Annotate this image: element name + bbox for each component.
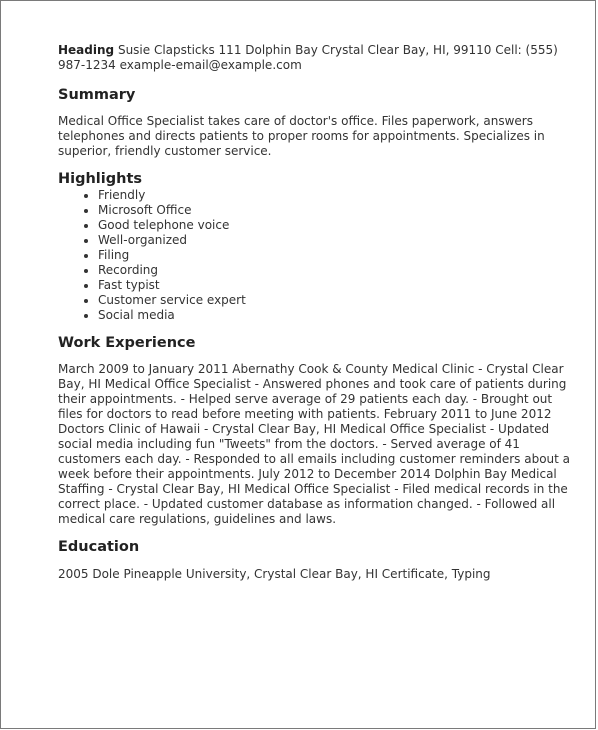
highlight-item: • Well-organized [98,233,573,248]
highlights-list [58,188,573,323]
highlight-item: • Recording [98,263,573,278]
work-experience-text: March 2009 to January 2011 Abernathy Cook & County Medical Clinic - Crystal Clear Bay, HI Medical Office Specialist - Answered phones and took care of patients during their appointments. - Helped serve average of 29 patients each day. - Brought out files for doctors to read before meeting with patients. February 2011 to June 2012 Doctors Clinic of Hawaii - Crystal Clear Bay, HI Medical Office Specialist - Updated social media including fun "Tweets" from the doctors. - Served average of 41 customers each day. - Responded to all emails including customer reminders about a week before their appointments. July 2012 to December 2014 Dolphin Bay Medical Staffing - Crystal Clear Bay, HI Medical Office Specialist - Filed medical records in the correct place. - Updated customer database as information changed. - Followed all medical care regulations, guidelines and laws. [58,362,571,526]
summary-title: Summary [58,87,136,103]
heading-section [58,43,573,73]
highlights-title: Highlights [58,171,143,187]
highlight-item: • Friendly [98,188,573,203]
highlight-item: • Social media [98,308,573,323]
education-title: Education [58,539,140,555]
work-experience-title: Work Experience [58,335,196,351]
education-text: 2005 Dole Pineapple University, Crystal Clear Bay, HI Certificate, Typing [58,567,491,581]
highlight-item: • Customer service expert [98,293,573,308]
summary-text: Medical Office Specialist takes care of doctor's office. Files paperwork, answers telephones and directs patients to proper rooms for appointments. Specializes in superior, friendly customer service. [58,114,545,158]
highlight-item: • Filing [98,248,573,263]
heading-label: Heading [58,43,115,57]
highlight-item: • Good telephone voice [98,218,573,233]
resume-content [58,43,573,582]
highlight-item: • Fast typist [98,278,573,293]
highlight-item: • Microsoft Office [98,203,573,218]
heading-contact-text: Susie Clapsticks 111 Dolphin Bay Crystal Clear Bay, HI, 99110 Cell: (555) 987-1234 example-email@example.com [58,43,558,72]
